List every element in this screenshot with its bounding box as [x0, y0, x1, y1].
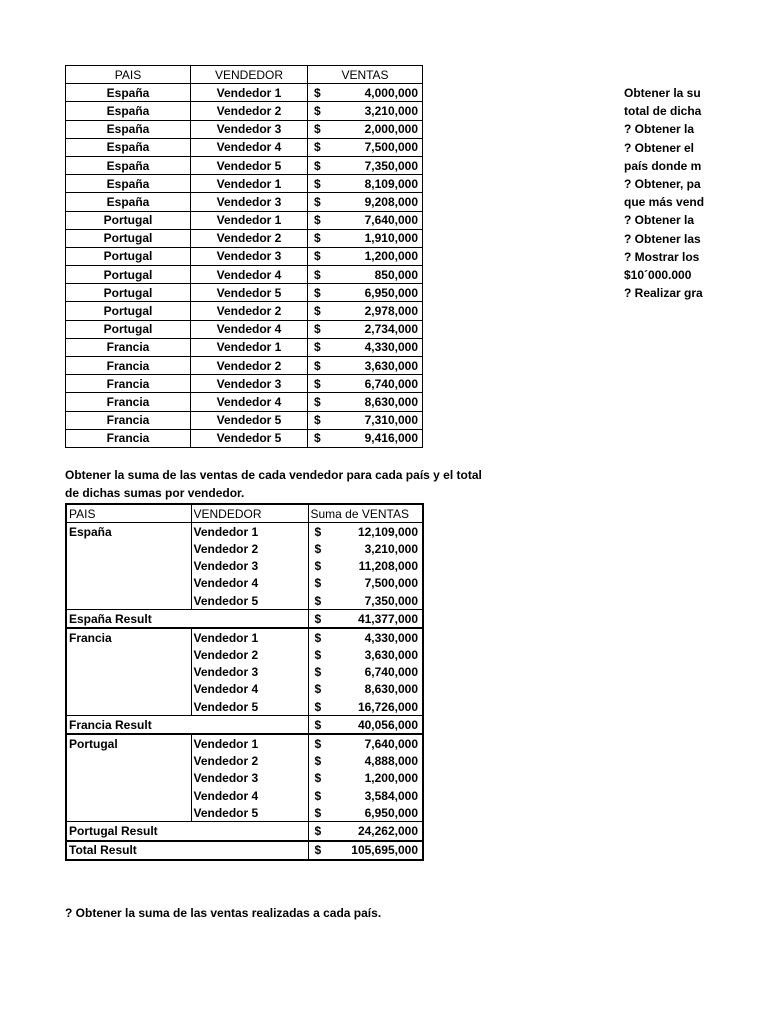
pivot-vendedor-cell: Vendedor 3 [191, 558, 308, 575]
table-row [66, 302, 423, 320]
empty-cell [66, 681, 191, 698]
vendedor-cell: Vendedor 3 [191, 120, 308, 138]
pivot-vendedor-cell: Vendedor 1 [191, 734, 308, 752]
pivot-row [66, 681, 423, 698]
ventas-cell: 6,950,000 [334, 284, 423, 302]
ventas-cell: 1,910,000 [334, 229, 423, 247]
side-note-line: ? Realizar gra [624, 286, 703, 301]
empty-cell [66, 753, 191, 770]
table-row [66, 429, 423, 447]
currency-symbol: $ [308, 320, 334, 338]
currency-symbol: $ [308, 429, 334, 447]
table-row [66, 284, 423, 302]
col-header-vendedor: VENDEDOR [191, 66, 308, 84]
vendedor-cell: Vendedor 1 [191, 175, 308, 193]
pivot-table-header [66, 504, 423, 523]
pais-cell: España [66, 156, 191, 174]
table-row [66, 138, 423, 156]
empty-cell [66, 787, 191, 804]
subtotal-label: España Result [66, 610, 308, 629]
pivot-row [66, 804, 423, 822]
currency-symbol: $ [308, 647, 334, 664]
empty-cell [66, 592, 191, 610]
ventas-cell: 7,640,000 [334, 211, 423, 229]
ventas-cell: 8,630,000 [334, 393, 423, 411]
pivot-row [66, 575, 423, 592]
pais-cell: España [66, 120, 191, 138]
pivot-vendedor-cell: Vendedor 2 [191, 540, 308, 557]
pivot-row [66, 698, 423, 716]
col-header-pais: PAIS [66, 66, 191, 84]
currency-symbol: $ [308, 156, 334, 174]
currency-symbol: $ [308, 211, 334, 229]
currency-symbol: $ [308, 540, 334, 557]
ventas-cell: 2,000,000 [334, 120, 423, 138]
pais-cell: España [66, 175, 191, 193]
pais-cell: Portugal [66, 229, 191, 247]
currency-symbol: $ [308, 592, 334, 610]
pais-cell: España [66, 84, 191, 102]
pivot-subtotal-row [66, 716, 423, 735]
pivot-suma-cell: 6,950,000 [364, 805, 419, 820]
pivot-row [66, 523, 423, 541]
ventas-cell: 1,200,000 [334, 247, 423, 265]
table-row [66, 211, 423, 229]
pivot-vendedor-cell: Vendedor 4 [191, 681, 308, 698]
currency-symbol: $ [308, 284, 334, 302]
pivot-row [66, 558, 423, 575]
currency-symbol: $ [308, 628, 334, 646]
pivot-suma-cell: 4,888,000 [364, 754, 419, 769]
vendedor-cell: Vendedor 1 [191, 211, 308, 229]
pivot-row [66, 628, 423, 646]
vendedor-cell: Vendedor 1 [191, 84, 308, 102]
pivot-vendedor-cell: Vendedor 5 [191, 804, 308, 822]
pivot-header-pais: PAIS [66, 504, 191, 523]
pivot-suma-cell: 7,500,000 [364, 576, 419, 591]
pivot-vendedor-cell: Vendedor 3 [191, 770, 308, 787]
vendedor-cell: Vendedor 2 [191, 302, 308, 320]
pais-cell: Portugal [66, 302, 191, 320]
side-note-line: $10´000.000 [624, 267, 692, 282]
side-note-line: ? Obtener las [624, 231, 701, 246]
ventas-cell: 2,734,000 [334, 320, 423, 338]
table-row [66, 229, 423, 247]
sales-table-header [66, 66, 423, 84]
pivot-intro-text: Obtener la suma de las ventas de cada vendedor para cada país y el total de dichas sumas por vendedor. [65, 468, 482, 501]
table-row [66, 120, 423, 138]
currency-symbol: $ [308, 411, 334, 429]
empty-cell [66, 698, 191, 716]
pivot-vendedor-cell: Vendedor 1 [191, 628, 308, 646]
currency-symbol: $ [308, 787, 334, 804]
side-note-line: ? Obtener la [624, 122, 695, 137]
table-row [66, 247, 423, 265]
ventas-cell: 7,500,000 [334, 138, 423, 156]
currency-symbol: $ [308, 175, 334, 193]
ventas-cell: 6,740,000 [334, 375, 423, 393]
sales-table [65, 65, 423, 448]
table-row [66, 193, 423, 211]
empty-cell [66, 804, 191, 822]
pais-cell: Portugal [66, 247, 191, 265]
table-row [66, 175, 423, 193]
pivot-row [66, 540, 423, 557]
side-note-line: total de dicha [624, 104, 702, 119]
side-note-line: Obtener la su [624, 86, 701, 100]
pivot-header-vendedor: VENDEDOR [191, 504, 308, 523]
vendedor-cell: Vendedor 5 [191, 156, 308, 174]
total-value: 105,695,000 [334, 841, 423, 860]
pais-cell: Portugal [66, 266, 191, 284]
vendedor-cell: Vendedor 3 [191, 247, 308, 265]
pais-cell: Francia [66, 393, 191, 411]
currency-symbol: $ [308, 575, 334, 592]
pivot-suma-cell: 3,630,000 [364, 648, 419, 663]
table-row [66, 411, 423, 429]
currency-symbol: $ [308, 84, 334, 102]
table-row [66, 266, 423, 284]
currency-symbol: $ [308, 664, 334, 681]
ventas-cell: 7,350,000 [334, 156, 423, 174]
vendedor-cell: Vendedor 2 [191, 357, 308, 375]
currency-symbol: $ [308, 393, 334, 411]
pais-cell: Francia [66, 411, 191, 429]
side-notes [624, 84, 768, 302]
pivot-vendedor-cell: Vendedor 1 [191, 523, 308, 541]
currency-symbol: $ [308, 681, 334, 698]
pais-cell: Portugal [66, 284, 191, 302]
currency-symbol: $ [308, 102, 334, 120]
currency-symbol: $ [308, 229, 334, 247]
pivot-subtotal-row [66, 610, 423, 629]
pais-cell: España [66, 193, 191, 211]
currency-symbol: $ [308, 138, 334, 156]
pivot-row [66, 664, 423, 681]
pais-cell: Portugal [66, 211, 191, 229]
pivot-pais-cell: España [69, 524, 112, 539]
table-row [66, 338, 423, 356]
vendedor-cell: Vendedor 5 [191, 429, 308, 447]
pivot-suma-cell: 7,350,000 [364, 593, 419, 608]
vendedor-cell: Vendedor 4 [191, 266, 308, 284]
ventas-cell: 8,109,000 [334, 175, 423, 193]
vendedor-cell: Vendedor 5 [191, 284, 308, 302]
table-row [66, 357, 423, 375]
pivot-row [66, 647, 423, 664]
pivot-vendedor-cell: Vendedor 3 [191, 664, 308, 681]
side-note-line: país donde m [624, 158, 702, 173]
ventas-cell: 3,630,000 [334, 357, 423, 375]
table-row [66, 102, 423, 120]
currency-symbol: $ [308, 753, 334, 770]
vendedor-cell: Vendedor 3 [191, 193, 308, 211]
currency-symbol: $ [308, 193, 334, 211]
pivot-row [66, 592, 423, 610]
currency-symbol: $ [308, 266, 334, 284]
currency-symbol: $ [308, 770, 334, 787]
side-note-line: ? Obtener el [624, 140, 695, 155]
currency-symbol: $ [308, 558, 334, 575]
vendedor-cell: Vendedor 5 [191, 411, 308, 429]
vendedor-cell: Vendedor 4 [191, 138, 308, 156]
table-row [66, 84, 423, 102]
pivot-vendedor-cell: Vendedor 2 [191, 753, 308, 770]
currency-symbol: $ [308, 716, 334, 735]
pivot-pais-cell: Francia [69, 630, 112, 645]
pais-cell: Francia [66, 429, 191, 447]
vendedor-cell: Vendedor 2 [191, 102, 308, 120]
pivot-table [65, 503, 424, 861]
currency-symbol: $ [308, 302, 334, 320]
vendedor-cell: Vendedor 4 [191, 393, 308, 411]
empty-cell [66, 770, 191, 787]
pivot-header-suma: Suma de VENTAS [308, 504, 423, 523]
pivot-suma-cell: 12,109,000 [357, 524, 419, 539]
table-row [66, 393, 423, 411]
ventas-cell: 9,208,000 [334, 193, 423, 211]
bottom-question: ? Obtener la suma de las ventas realizadas a cada país. [65, 906, 382, 920]
empty-cell [66, 558, 191, 575]
table-row [66, 375, 423, 393]
pivot-suma-cell: 1,200,000 [364, 771, 419, 786]
currency-symbol: $ [308, 357, 334, 375]
pais-cell: Francia [66, 357, 191, 375]
pivot-vendedor-cell: Vendedor 2 [191, 647, 308, 664]
pivot-subtotal-row [66, 822, 423, 841]
pivot-row [66, 787, 423, 804]
pivot-vendedor-cell: Vendedor 4 [191, 787, 308, 804]
ventas-cell: 2,978,000 [334, 302, 423, 320]
pivot-vendedor-cell: Vendedor 4 [191, 575, 308, 592]
currency-symbol: $ [308, 841, 334, 860]
pivot-vendedor-cell: Vendedor 5 [191, 698, 308, 716]
ventas-cell: 4,000,000 [334, 84, 423, 102]
side-note-line: ? Obtener, pa [624, 176, 701, 191]
side-note-line: ? Mostrar los [624, 249, 700, 264]
currency-symbol: $ [308, 523, 334, 541]
vendedor-cell: Vendedor 2 [191, 229, 308, 247]
vendedor-cell: Vendedor 4 [191, 320, 308, 338]
pivot-suma-cell: 11,208,000 [358, 559, 419, 574]
ventas-cell: 850,000 [334, 266, 423, 284]
side-note-line: que más vend [624, 195, 705, 210]
ventas-cell: 9,416,000 [334, 429, 423, 447]
vendedor-cell: Vendedor 3 [191, 375, 308, 393]
pivot-suma-cell: 7,640,000 [364, 737, 419, 752]
currency-symbol: $ [308, 822, 334, 841]
subtotal-value: 40,056,000 [334, 716, 423, 735]
subtotal-label: Francia Result [66, 716, 308, 735]
subtotal-label: Portugal Result [66, 822, 308, 841]
pais-cell: España [66, 102, 191, 120]
table-row [66, 156, 423, 174]
pivot-total-row [66, 841, 423, 860]
table-row [66, 320, 423, 338]
pivot-suma-cell: 6,740,000 [364, 665, 419, 680]
currency-symbol: $ [308, 698, 334, 716]
pais-cell: España [66, 138, 191, 156]
currency-symbol: $ [308, 120, 334, 138]
pivot-suma-cell: 8,630,000 [364, 682, 419, 697]
pivot-row [66, 770, 423, 787]
ventas-cell: 4,330,000 [334, 338, 423, 356]
currency-symbol: $ [308, 375, 334, 393]
pais-cell: Portugal [66, 320, 191, 338]
pivot-vendedor-cell: Vendedor 5 [191, 592, 308, 610]
pivot-pais-cell: Portugal [69, 737, 118, 752]
vendedor-cell: Vendedor 1 [191, 338, 308, 356]
total-label: Total Result [66, 841, 308, 860]
pivot-suma-cell: 3,210,000 [364, 541, 419, 556]
subtotal-value: 41,377,000 [334, 610, 423, 629]
pivot-suma-cell: 4,330,000 [364, 630, 419, 645]
currency-symbol: $ [308, 338, 334, 356]
empty-cell [66, 540, 191, 557]
currency-symbol: $ [308, 610, 334, 629]
side-note-line: ? Obtener la [624, 213, 695, 228]
pivot-row [66, 734, 423, 752]
empty-cell [66, 664, 191, 681]
currency-symbol: $ [308, 247, 334, 265]
empty-cell [66, 647, 191, 664]
pivot-row [66, 753, 423, 770]
currency-symbol: $ [308, 804, 334, 822]
empty-cell [66, 575, 191, 592]
pivot-suma-cell: 16,726,000 [357, 699, 419, 714]
pivot-suma-cell: 3,584,000 [364, 788, 419, 803]
currency-symbol: $ [308, 734, 334, 752]
pais-cell: Francia [66, 375, 191, 393]
pais-cell: Francia [66, 338, 191, 356]
subtotal-value: 24,262,000 [334, 822, 423, 841]
ventas-cell: 3,210,000 [334, 102, 423, 120]
col-header-ventas: VENTAS [308, 66, 423, 84]
ventas-cell: 7,310,000 [334, 411, 423, 429]
